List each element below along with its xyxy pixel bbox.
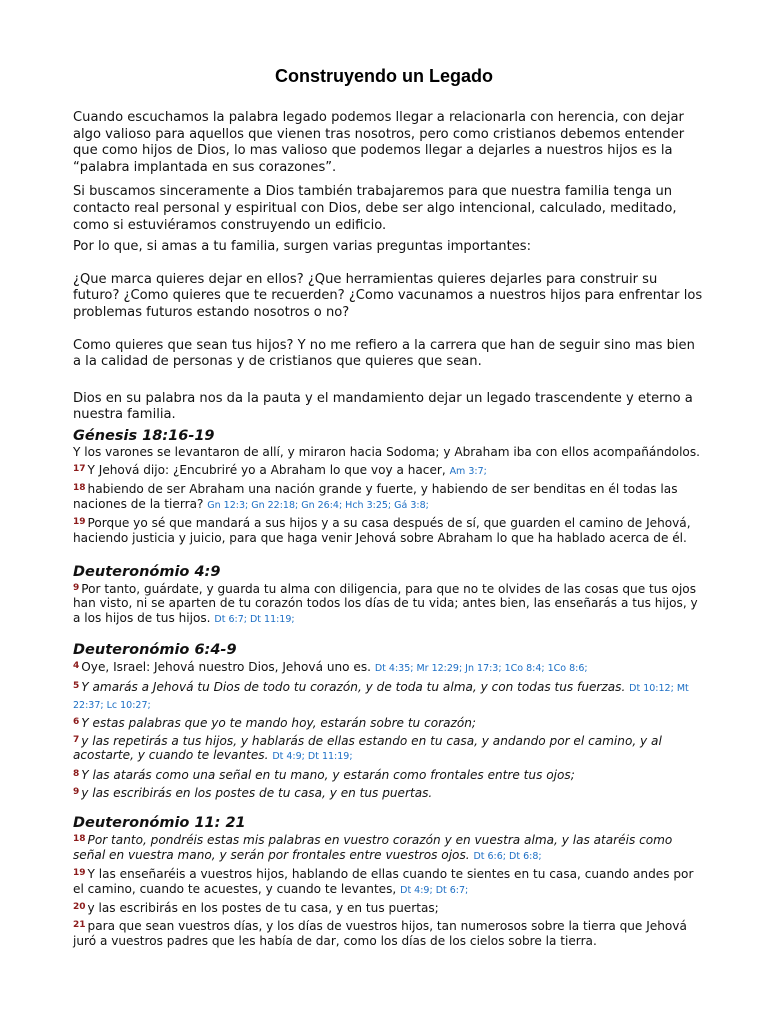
verse xyxy=(73,733,703,765)
verse xyxy=(73,481,703,513)
verse-text: Porque yo sé que mandará a sus hijos y a su casa después de sí, que guarden el camino de Jehová, haciendo justicia y juicio, para que haga venir Jehová sobre Abraham lo que ha hablado acerca de él. xyxy=(73,516,691,545)
verse xyxy=(73,515,703,545)
verse-text: Y Jehová dijo: ¿Encubriré yo a Abraham lo que voy a hacer, xyxy=(87,462,450,477)
cross-reference-link[interactable]: Dt 4:9; Dt 6:7; xyxy=(400,884,469,896)
scripture-passage xyxy=(73,814,703,948)
verse xyxy=(73,785,703,801)
scripture-passage xyxy=(73,427,703,546)
intro-paragraph: Cuando escuchamos la palabra legado podemos llegar a relacionarla con herencia, con dejar algo valioso para aquellos que vienen tras nosotros, pero como cristianos debemos entender que como hijos de Dios, lo mas valioso que podemos llegar a dejarles a nuestros hijos es la “palabra implantada en sus corazones”. xyxy=(73,110,685,175)
scripture-passage xyxy=(73,641,703,800)
verse-text: habiendo de ser Abraham una nación grande y fuerte, y habiendo de ser benditas en él todas las naciones de la tierra? xyxy=(73,482,678,511)
passage-reference: Deuteronómio 4:9 xyxy=(73,563,221,580)
verse-number: 19 xyxy=(73,868,86,879)
verse-number: 7 xyxy=(73,734,80,745)
passage-reference: Deuteronómio 11: 21 xyxy=(73,815,246,832)
verse-number: 8 xyxy=(73,768,80,779)
verse xyxy=(73,445,703,460)
cross-reference-link[interactable]: Dt 4:9; Dt 11:19; xyxy=(272,751,353,763)
verse-text: Y las enseñaréis a vuestros hijos, hablando de ellas cuando te sientes en tu casa, cuando andes por el camino, cuando te acuestes, y cuando te levantes, xyxy=(73,867,694,896)
cross-reference-link[interactable]: Am 3:7; xyxy=(449,465,487,477)
page-title: Construyendo un Legado xyxy=(275,66,493,86)
verse-number: 9 xyxy=(73,786,80,797)
verse-number: 6 xyxy=(73,717,80,728)
questions-paragraph: Como quieres que sean tus hijos? Y no me refiero a la carrera que han de seguir sino mas bien a la calidad de personas y de cristianos que quieres que sean. xyxy=(73,337,695,370)
scripture-passage xyxy=(73,563,703,628)
verse xyxy=(73,581,703,628)
verse-text: y las escribirás en los postes de tu casa, y en tus puertas; xyxy=(87,901,439,916)
passage-reference: Génesis 18:16-19 xyxy=(73,428,215,444)
verse-number: 18 xyxy=(73,483,86,494)
scripture-section xyxy=(73,427,703,962)
verse xyxy=(73,659,703,677)
verse-text: Oye, Israel: Jehová nuestro Dios, Jehová uno es. xyxy=(81,660,375,675)
verse-text: Y las atarás como una señal en tu mano, y estarán como frontales entre tus ojos; xyxy=(81,767,575,782)
cross-reference-link[interactable]: Dt 4:35; Mr 12:29; Jn 17:3; 1Co 8:4; 1Co 8:6; xyxy=(374,663,588,675)
verse-text: Por tanto, guárdate, y guarda tu alma con diligencia, para que no te olvides de las cosas que tus ojos han visto, ni se aparten de tu corazón todos los días de tu vida; antes bien, las enseñarás a tus hijos, y a los hijos de tus hijos. xyxy=(73,581,698,625)
verse-number: 17 xyxy=(73,463,86,474)
verse xyxy=(73,767,703,783)
cross-reference-link[interactable]: Dt 6:7; Dt 11:19; xyxy=(214,613,295,625)
verse-number: 19 xyxy=(73,517,86,528)
verse-number: 5 xyxy=(73,680,80,691)
verse xyxy=(73,679,703,713)
verse xyxy=(73,832,703,864)
verse-text: y las escribirás en los postes de tu casa, y en tus puertas. xyxy=(81,785,433,800)
cross-reference-link[interactable]: Dt 10:12; Mt 22:37; Lc 10:27; xyxy=(73,682,689,711)
verse xyxy=(73,900,703,916)
verse-number: 4 xyxy=(73,661,80,672)
verse-text: y las repetirás a tus hijos, y hablarás de ellas estando en tu casa, y andando por el camino, y al acostarte, y cuando te levantes. xyxy=(73,733,662,763)
verse-text: Y los varones se levantaron de allí, y miraron hacia Sodoma; y Abraham iba con ellos acompañándolos. xyxy=(73,445,700,459)
verse-text: para que sean vuestros días, y los días de vuestros hijos, tan numerosos sobre la tierra que Jehová juró a vuestros padres que les había de dar, como los días de los cielos sobre la tierra. xyxy=(73,919,687,948)
verse-number: 20 xyxy=(73,902,86,913)
verse xyxy=(73,462,703,480)
intro-paragraph: Por lo que, si amas a tu familia, surgen varias preguntas importantes: xyxy=(73,239,532,255)
questions-paragraph: ¿Que marca quieres dejar en ellos? ¿Que herramientas quieres dejarles para construir su futuro? ¿Como quieres que te recuerden? ¿Como vacunamos a nuestros hijos para enfrentar los problemas futuros estando nosotros o no? xyxy=(73,271,703,320)
verse-number: 18 xyxy=(73,834,86,845)
verse xyxy=(73,715,703,731)
verse xyxy=(73,866,703,898)
verse-number: 21 xyxy=(73,920,86,931)
verse xyxy=(73,918,703,948)
intro-section xyxy=(73,110,703,424)
cross-reference-link[interactable]: Dt 6:6; Dt 6:8; xyxy=(473,850,542,862)
verse-text: Y amarás a Jehová tu Dios de todo tu corazón, y de toda tu alma, y con todas tus fuerzas. xyxy=(81,679,630,694)
conclusion-paragraph: Dios en su palabra nos da la pauta y el mandamiento dejar un legado trascendente y eterno a nuestra familia. xyxy=(73,390,693,423)
verse-number: 9 xyxy=(73,582,80,593)
passage-reference: Deuteronómio 6:4-9 xyxy=(73,642,237,659)
verse-text: Y estas palabras que yo te mando hoy, estarán sobre tu corazón; xyxy=(81,716,476,731)
verse-text: Por tanto, pondréis estas mis palabras en vuestro corazón y en vuestra alma, y las ataréis como señal en vuestra mano, y serán por frontales entre vuestros ojos. xyxy=(73,833,673,862)
intro-paragraph: Si buscamos sinceramente a Dios también trabajaremos para que nuestra familia tenga un contacto real personal y espiritual con Dios, debe ser algo intencional, calculado, meditado, como si estuviéramos construyendo un edificio. xyxy=(73,184,677,233)
cross-reference-link[interactable]: Gn 12:3; Gn 22:18; Gn 26:4; Hch 3:25; Gá 3:8; xyxy=(207,499,429,511)
